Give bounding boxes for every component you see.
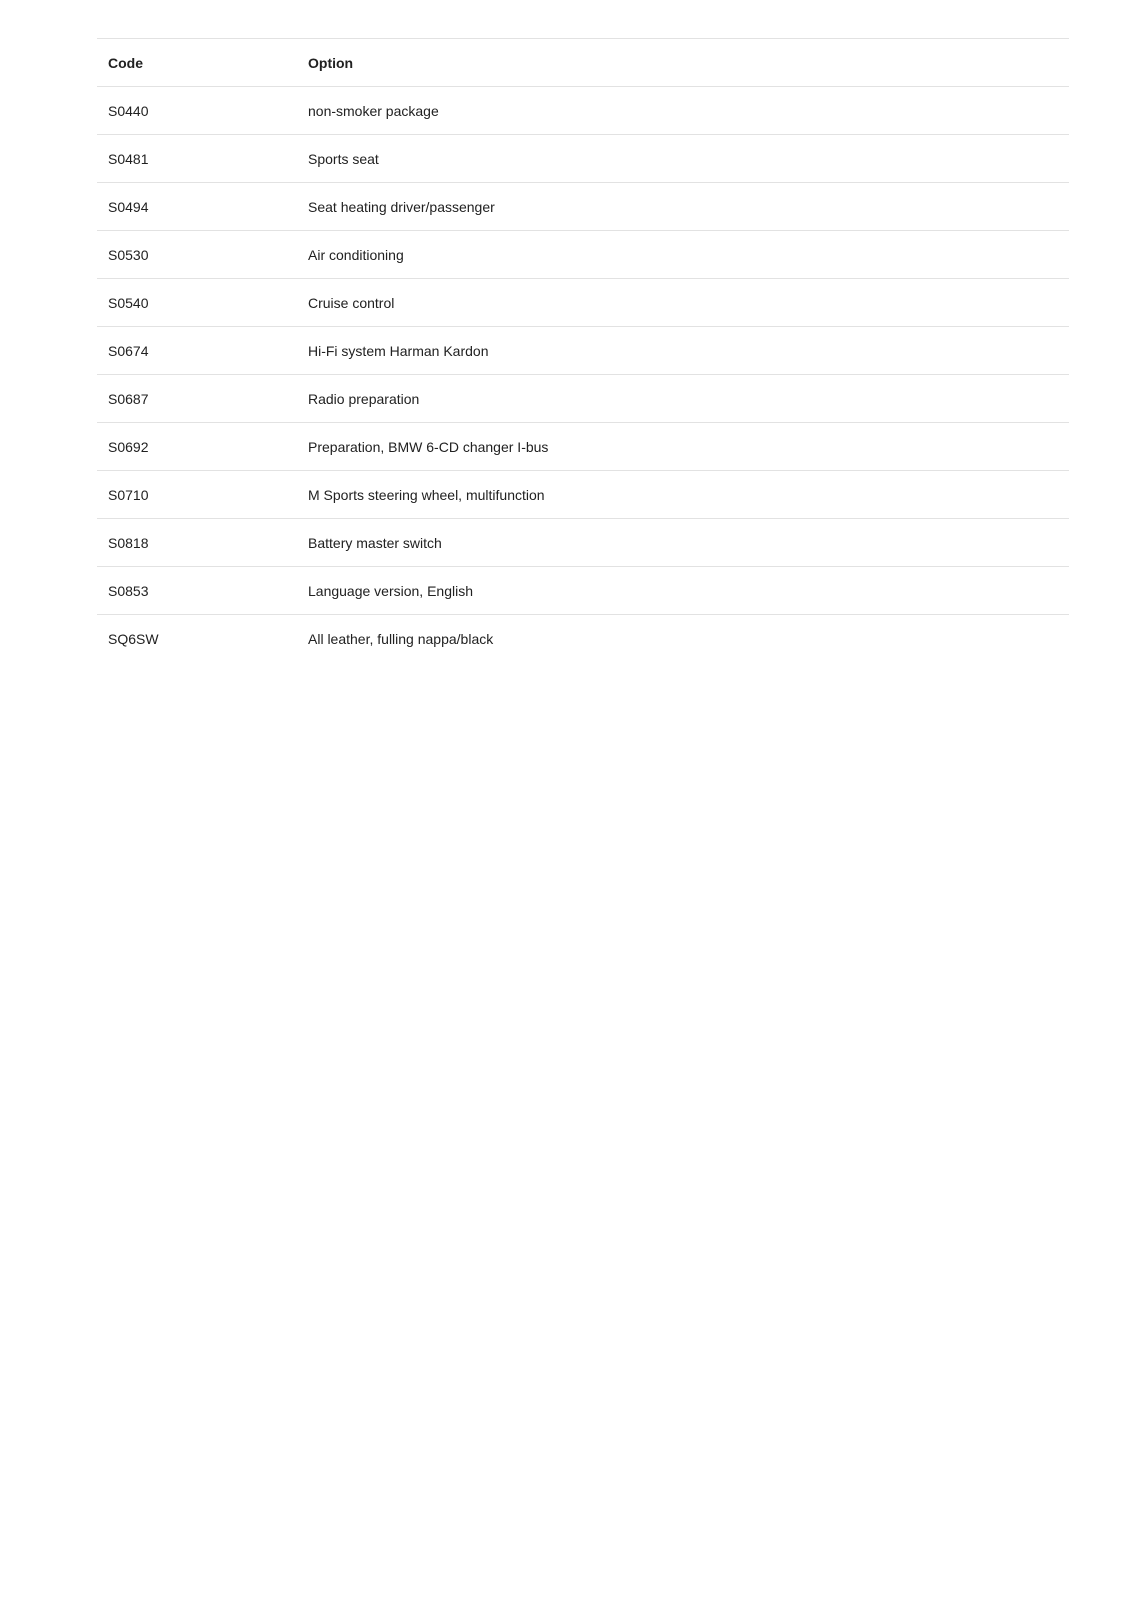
- option-cell: Hi-Fi system Harman Kardon: [308, 327, 1069, 375]
- table-row: [97, 615, 1069, 663]
- option-cell: All leather, fulling nappa/black: [308, 630, 494, 647]
- code-cell: S0692: [97, 423, 308, 471]
- code-cell: S0853: [97, 567, 308, 615]
- table-row: [97, 519, 1069, 567]
- table-row: [97, 231, 1069, 279]
- option-cell: Sports seat: [308, 135, 1069, 183]
- code-cell: S0710: [97, 471, 308, 519]
- table-row: [97, 567, 1069, 615]
- code-cell: S0481: [97, 135, 308, 183]
- option-cell: Air conditioning: [308, 231, 1069, 279]
- option-cell: Preparation, BMW 6-CD changer I-bus: [308, 423, 1069, 471]
- table-row: [97, 423, 1069, 471]
- option-cell: Language version, English: [308, 567, 1069, 615]
- option-cell: Seat heating driver/passenger: [308, 183, 1069, 231]
- option-cell: non-smoker package: [308, 87, 1069, 135]
- table-row: [97, 279, 1069, 327]
- options-table-container: [97, 38, 1069, 662]
- column-header-option: Option: [308, 39, 1069, 87]
- code-cell: S0494: [97, 183, 308, 231]
- option-cell: Radio preparation: [308, 375, 1069, 423]
- table-row: [97, 87, 1069, 135]
- option-cell: Cruise control: [308, 279, 1069, 327]
- table-row: [97, 327, 1069, 375]
- code-cell: S0674: [97, 327, 308, 375]
- options-table: [97, 38, 1069, 662]
- table-header-row: [97, 39, 1069, 87]
- code-cell: SQ6SW: [108, 630, 159, 647]
- code-cell: S0687: [97, 375, 308, 423]
- column-header-code: Code: [97, 39, 308, 87]
- code-cell: S0540: [97, 279, 308, 327]
- table-row: [97, 183, 1069, 231]
- code-cell: S0530: [97, 231, 308, 279]
- table-row: [97, 471, 1069, 519]
- code-cell: S0440: [97, 87, 308, 135]
- option-cell: Battery master switch: [308, 519, 1069, 567]
- option-cell: M Sports steering wheel, multifunction: [308, 471, 1069, 519]
- code-cell: S0818: [97, 519, 308, 567]
- table-row: [97, 135, 1069, 183]
- table-row: [97, 375, 1069, 423]
